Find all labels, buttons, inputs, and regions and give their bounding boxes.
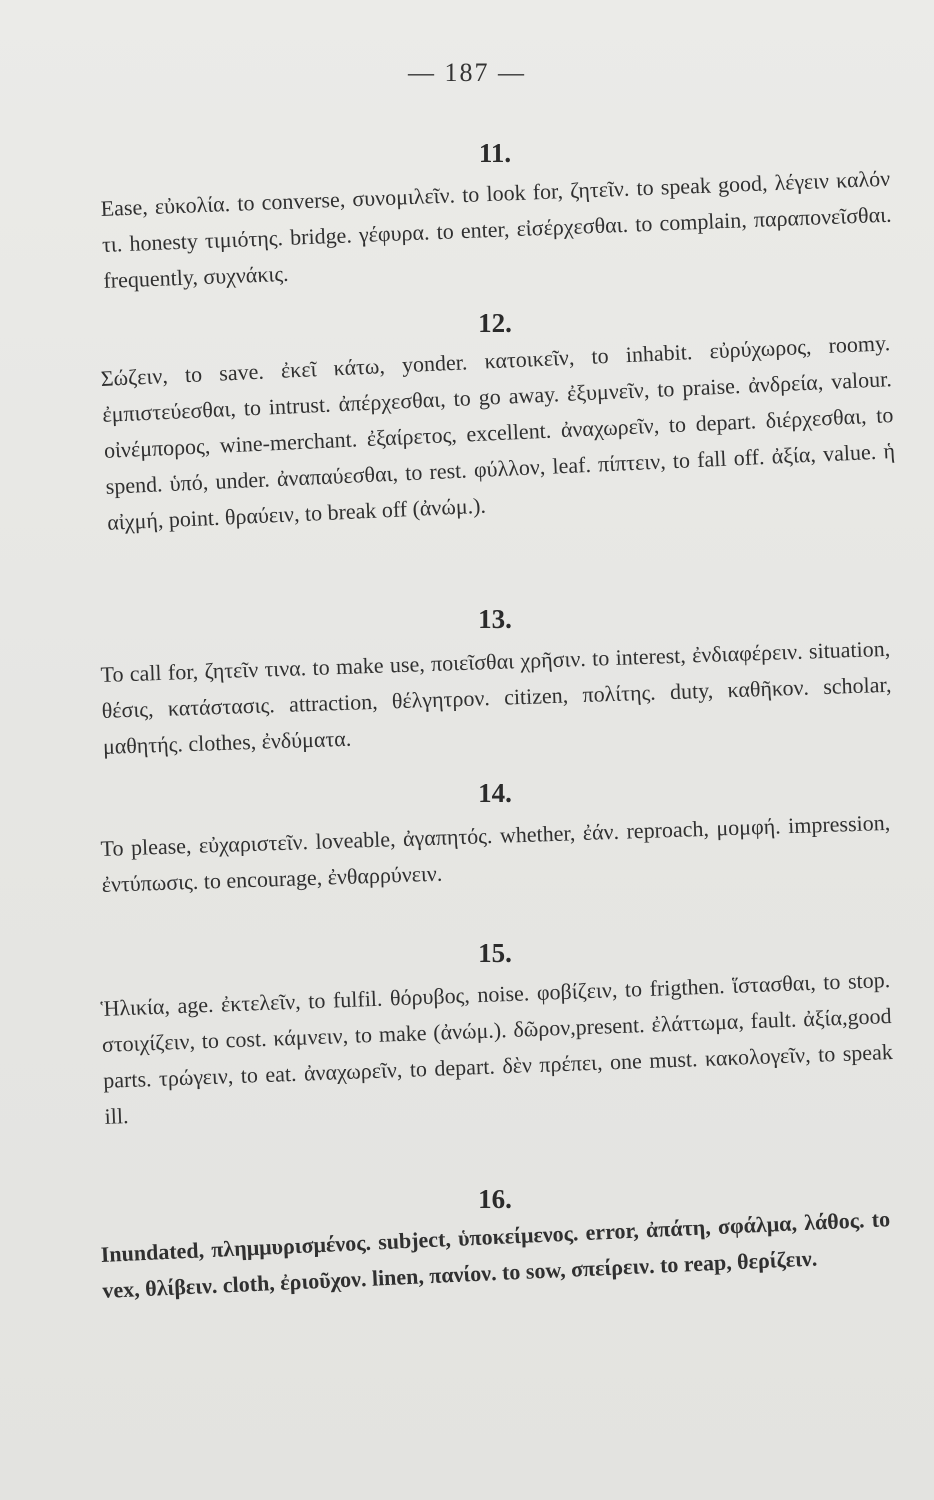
lesson-section <box>100 938 894 1135</box>
lesson-number: 14. <box>478 778 512 808</box>
lesson-number: 11. <box>478 138 512 168</box>
vocabulary-paragraph: To call for, ζητεῖν τινα. to make use, ποιεῖσθαι χρῆσιν. to interest, ἐνδιαφέρειν. situation, θέσις, κατάστασις. attraction, θέλγητρον. citizen, πολίτης. duty, καθῆκον. scholar, μαθητής. clothes, ἐνδύματα. <box>100 635 892 759</box>
lesson-section <box>100 138 890 299</box>
lesson-section <box>100 778 890 903</box>
lesson-number: 16. <box>478 1184 512 1214</box>
lesson-section <box>100 308 896 541</box>
lesson-section <box>100 604 890 765</box>
vocabulary-paragraph: Σώζειν, to save. ἐκεῖ κάτω, yonder. κατοικεῖν, to inhabit. εὐρύχωρος, roomy. ἐμπιστεύεσθαι, to intrust. ἀπέρχεσθαι, to go away. ἐξυμνεῖν, to praise. ἀνδρεία, valour. οἰνέμπορος, wine-merchant. ἐξαίρετος, excellent. ἀναχωρεῖν, to depart. διέρχεσθαι, to spend. ὑπό, under. ἀναπαύεσθαι, to rest. φύλλον, leaf. πίπτειν, to fall off. ἀξία, value. ἡ αἰχμή, point. θραύειν, to break off (ἀνώμ.). <box>100 330 896 535</box>
vocabulary-paragraph: Ease, εὐκολία. to converse, συνομιλεῖν. to look for, ζητεῖν. to speak good, λέγειν καλόν τι. honesty τιμιότης. bridge. γέφυρα. to enter, εἰσέρχεσθαι. to complain, παραπονεῖσθαι. frequently, συχνάκις. <box>100 165 892 293</box>
vocabulary-paragraph: Ἡλικία, age. ἐκτελεῖν, to fulfil. θόρυβος, noise. φοβίζειν, to frigthen. ἵστασθαι, to stop. στοιχίζειν, to cost. κάμνειν, to make (ἀνώμ.). δῶρον,present. ἐλάττωμα, fault. ἀξία,good parts. τρώγειν, to eat. ἀναχωρεῖν, to depart. δὲν πρέπει, one must. κακολογεῖν, to speak ill. <box>100 967 894 1129</box>
lesson-section <box>100 1184 890 1309</box>
lesson-number: 13. <box>478 604 512 634</box>
lesson-number: 12. <box>478 308 512 338</box>
vocabulary-paragraph: Inundated, πλημμυρισμένος. subject, ὑποκείμενος. error, ἀπάτη, σφάλμα, λάθος. to vex, θλίβειν. cloth, ἐριοῦχον. linen, πανίον. to sow, σπείρειν. to reap, θερίζειν. <box>100 1206 891 1303</box>
vocabulary-paragraph: To please, εὐχαριστεῖν. loveable, ἀγαπητός. whether, ἐάν. reproach, μομφή. impression, ἐντύπωσις. to encourage, ἐνθαρρύνειν. <box>100 809 891 897</box>
page-number: — 187 — <box>408 58 526 87</box>
lesson-number: 15. <box>478 938 512 968</box>
